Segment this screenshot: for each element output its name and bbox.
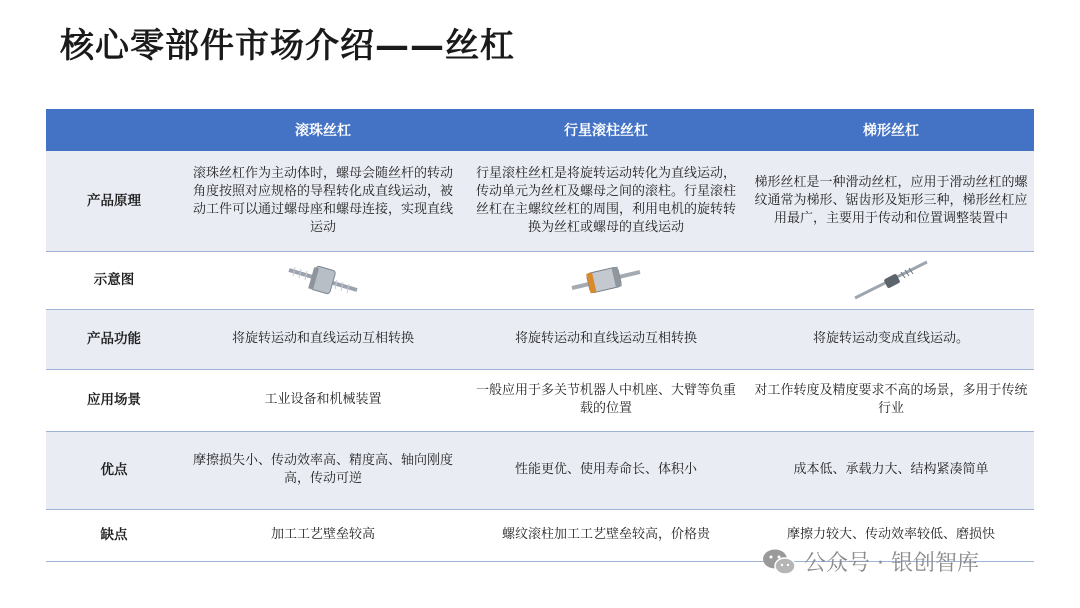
- table-cell: 螺纹滚柱加工工艺壁垒较高，价格贵: [464, 509, 748, 561]
- comparison-table: [46, 109, 1034, 562]
- column-header: 梯形丝杠: [748, 109, 1034, 151]
- table-cell: [748, 251, 1034, 309]
- table-row: [46, 309, 1034, 369]
- planetary-roller-screw-image: [566, 260, 646, 300]
- ball-screw-image: [285, 260, 361, 300]
- row-label: 应用场景: [46, 369, 182, 431]
- table-cell: 性能更优、使用寿命长、体积小: [464, 431, 748, 509]
- table-cell: 滚珠丝杠作为主动体时，螺母会随丝杆的转动角度按照对应规格的导程转化成直线运动，被动工件可以通过螺母座和螺母连接，实现直线运动: [182, 151, 464, 251]
- row-label: 产品原理: [46, 151, 182, 251]
- table-cell: 将旋转运动变成直线运动。: [748, 309, 1034, 369]
- table-header-row: [46, 109, 1034, 151]
- column-header: 滚珠丝杠: [182, 109, 464, 151]
- table-cell: 加工工艺壁垒较高: [182, 509, 464, 561]
- table-cell: 行星滚柱丝杠是将旋转运动转化为直线运动，传动单元为丝杠及螺母之间的滚柱。行星滚柱丝杠在主螺纹丝杠的周围，利用电机的旋转转换为丝杠或螺母的直线运动: [464, 151, 748, 251]
- table-cell: 工业设备和机械装置: [182, 369, 464, 431]
- table-cell: [464, 251, 748, 309]
- page-title: 核心零部件市场介绍——丝杠: [60, 26, 515, 66]
- table-row: [46, 251, 1034, 309]
- wechat-icon: [762, 548, 796, 576]
- table-cell: 摩擦损失小、传动效率高、精度高、轴向刚度高，传动可逆: [182, 431, 464, 509]
- table-cell: 将旋转运动和直线运动互相转换: [464, 309, 748, 369]
- trapezoidal-screw-image: [851, 258, 931, 302]
- table-cell: 一般应用于多关节机器人中机座、大臂等负重载的位置: [464, 369, 748, 431]
- row-label: 缺点: [46, 509, 182, 561]
- row-label: 产品功能: [46, 309, 182, 369]
- table-cell: 将旋转运动和直线运动互相转换: [182, 309, 464, 369]
- table-cell: 对工作转度及精度要求不高的场景，多用于传统行业: [748, 369, 1034, 431]
- header-corner: [46, 109, 182, 151]
- column-header: 行星滚柱丝杠: [464, 109, 748, 151]
- table-row: [46, 431, 1034, 509]
- table-cell: 成本低、承载力大、结构紧凑简单: [748, 431, 1034, 509]
- table-cell: [182, 251, 464, 309]
- table-cell: 摩擦力较大、传动效率较低、磨损快: [748, 509, 1034, 561]
- row-label: 优点: [46, 431, 182, 509]
- watermark: [762, 546, 979, 577]
- row-label: 示意图: [46, 251, 182, 309]
- table-cell: 梯形丝杠是一种滑动丝杠，应用于滑动丝杠的螺纹通常为梯形、锯齿形及矩形三种，梯形丝杠应用最广，主要用于传动和位置调整装置中: [748, 151, 1034, 251]
- table-row: [46, 369, 1034, 431]
- watermark-text: 公众号 · 银创智库: [804, 551, 979, 576]
- table-row: [46, 151, 1034, 251]
